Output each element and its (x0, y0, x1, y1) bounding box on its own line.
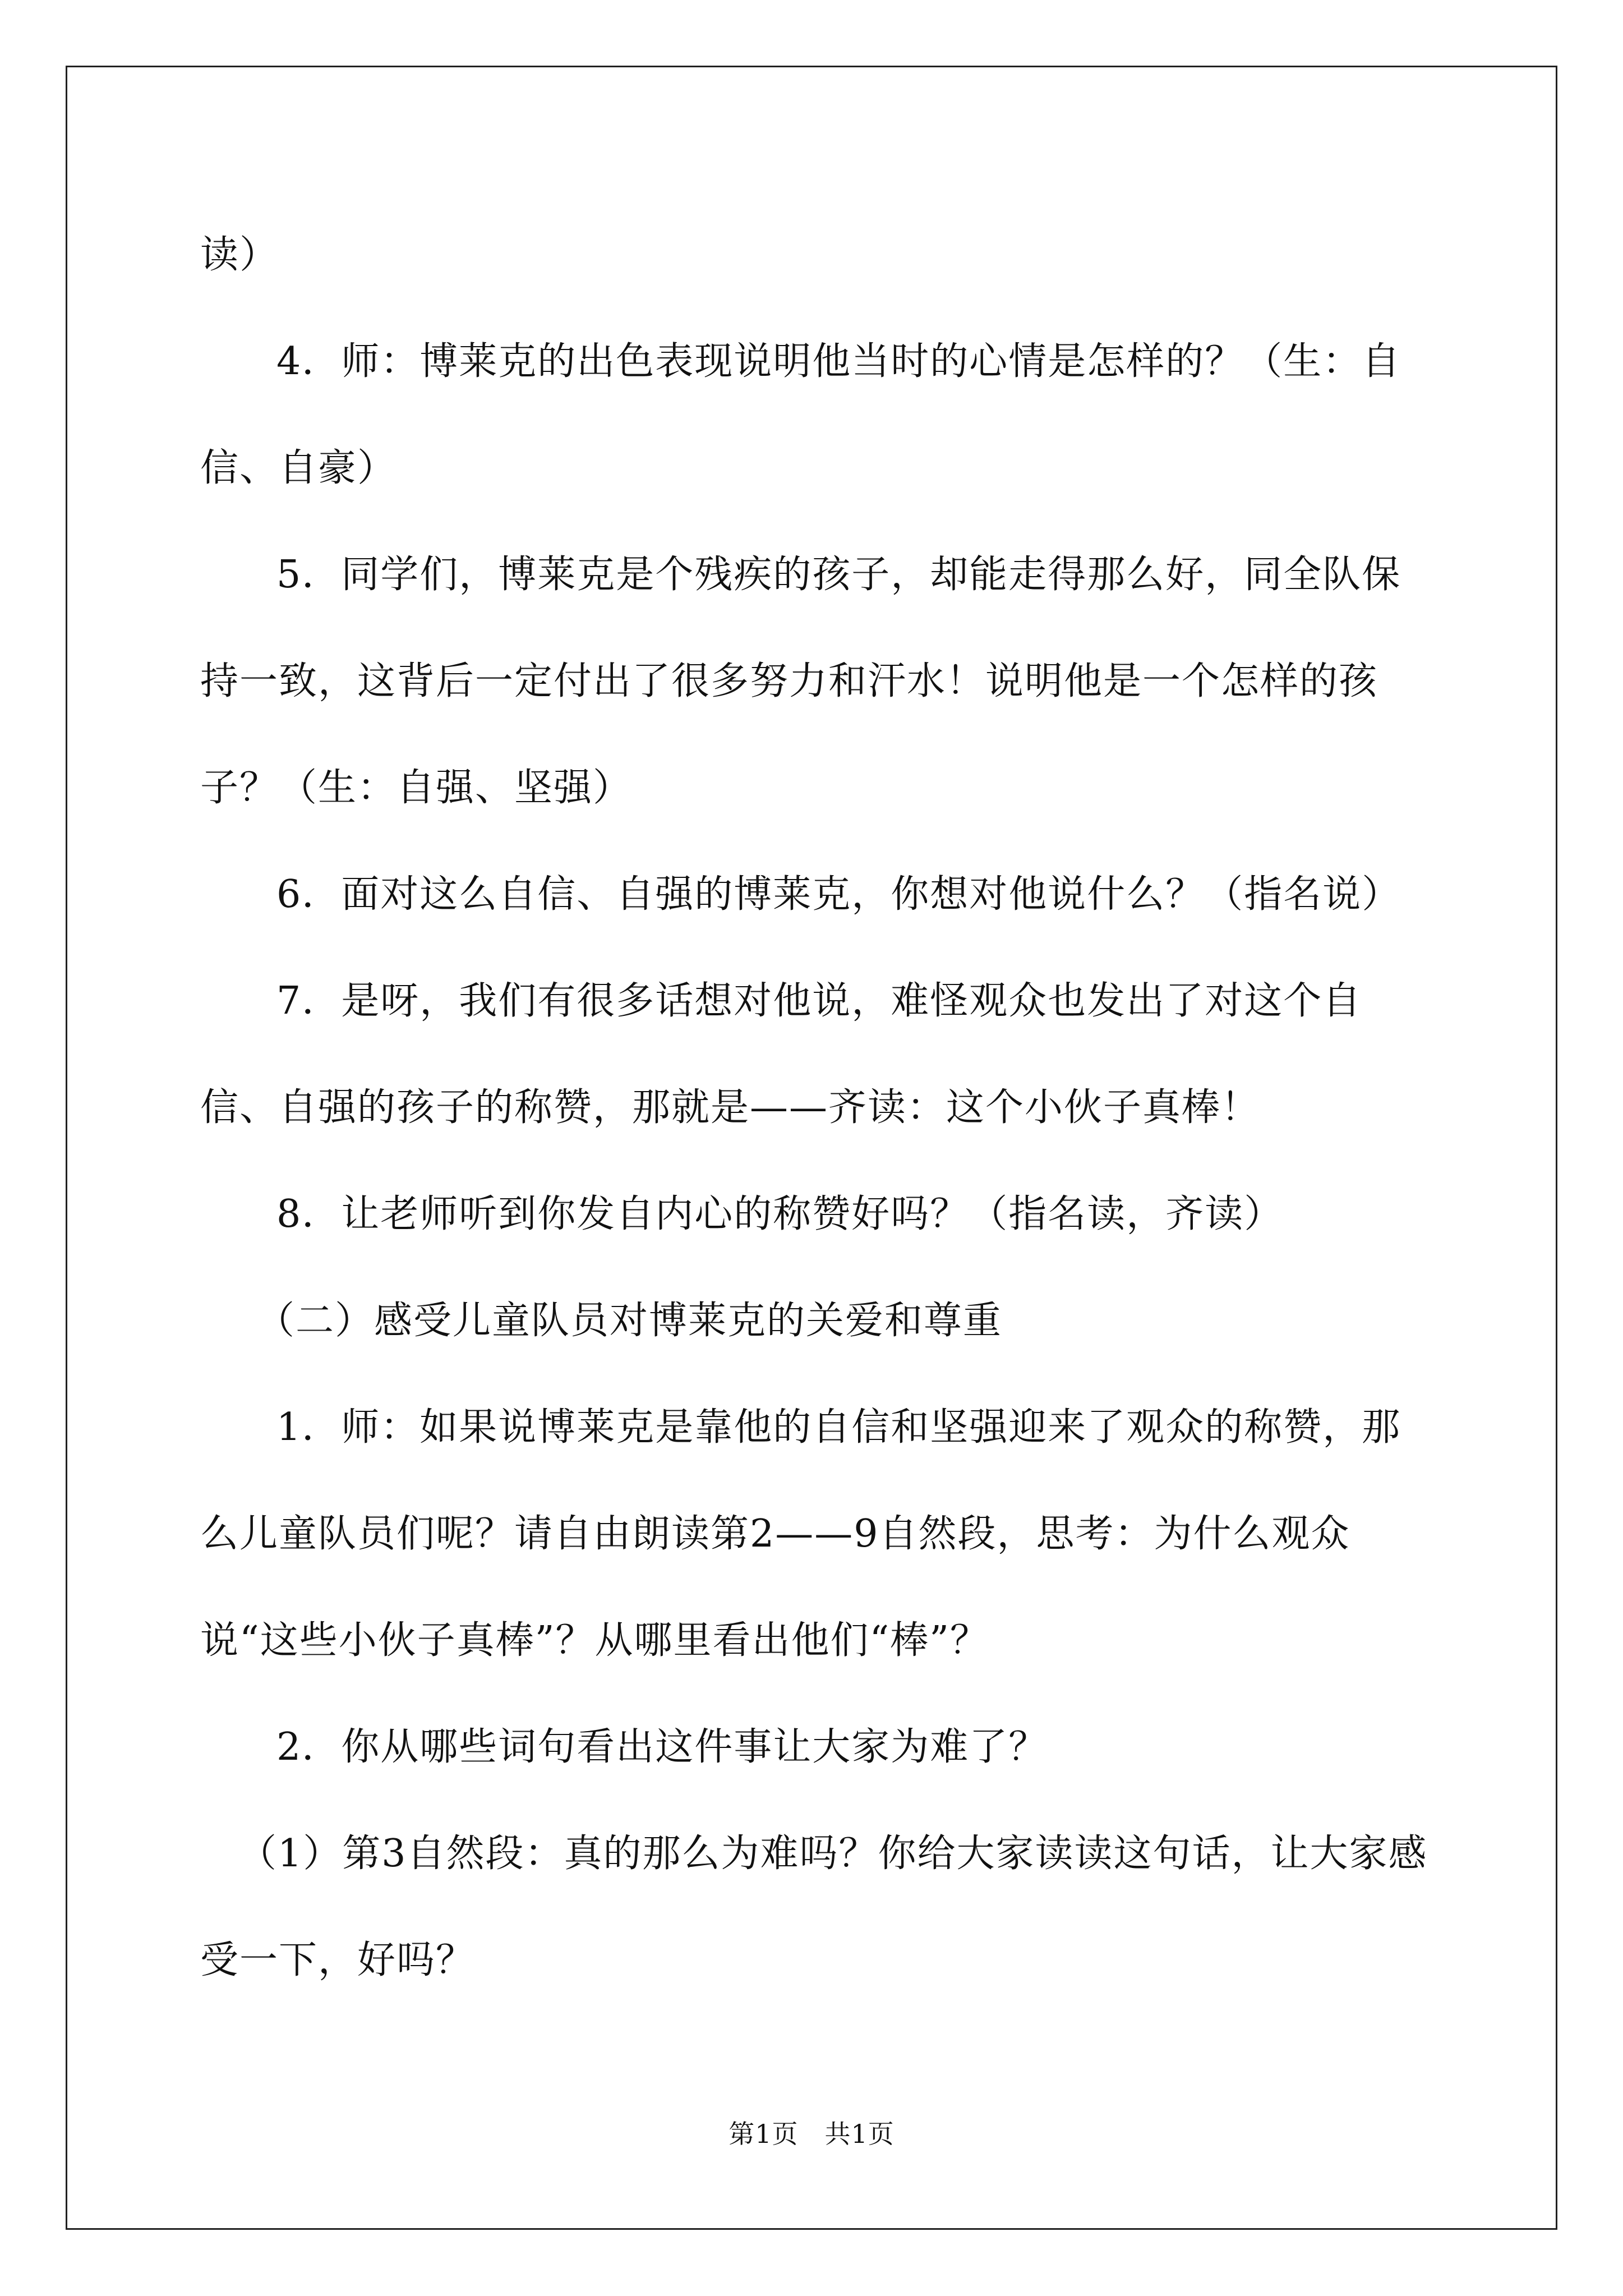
paragraph-item-6: 6．面对这么自信、自强的博莱克，你想对他说什么？（指名说） (276, 872, 1401, 917)
paragraph-item-5: 5．同学们，博莱克是个残疾的孩子，却能走得那么好，同全队保持一致，这背后一定付出了很多努力和汗水！说明他是一个怎样的孩子？（生：自强、坚强） (200, 553, 1401, 810)
paragraph-sub-sub-item-1: （1）第3自然段：真的那么为难吗？你给大家读读这句话，让大家感受一下，好吗？ (200, 1832, 1428, 1982)
section-heading: （二）感受儿童队员对博莱克的关爱和尊重 (256, 1299, 1003, 1343)
document-body (200, 202, 1434, 2014)
paragraph-item-7: 7．是呀，我们有很多话想对他说，难怪观众也发出了对这个自信、自强的孩子的称赞，那就是——齐读：这个小伙子真棒！ (200, 979, 1362, 1130)
paragraph-sub-item-2: 2．你从哪些词句看出这件事让大家为难了？ (276, 1725, 1048, 1769)
paragraph-item-8: 8．让老师听到你发自内心的称赞好吗？（指名读，齐读） (276, 1192, 1284, 1236)
paragraph-item-4: 4．师：博莱克的出色表现说明他当时的心情是怎样的？（生：自信、自豪） (200, 339, 1401, 490)
paragraph-sub-item-1: 1．师：如果说博莱克是靠他的自信和坚强迎来了观众的称赞，那么儿童队员们呢？请自由朗读第2——9自然段，思考：为什么观众说“这些小伙子真棒”？从哪里看出他们“棒”？ (200, 1405, 1401, 1663)
paragraph-continuation: 读） (200, 233, 279, 277)
page-footer: 第1页 共1页 (728, 2119, 895, 2149)
